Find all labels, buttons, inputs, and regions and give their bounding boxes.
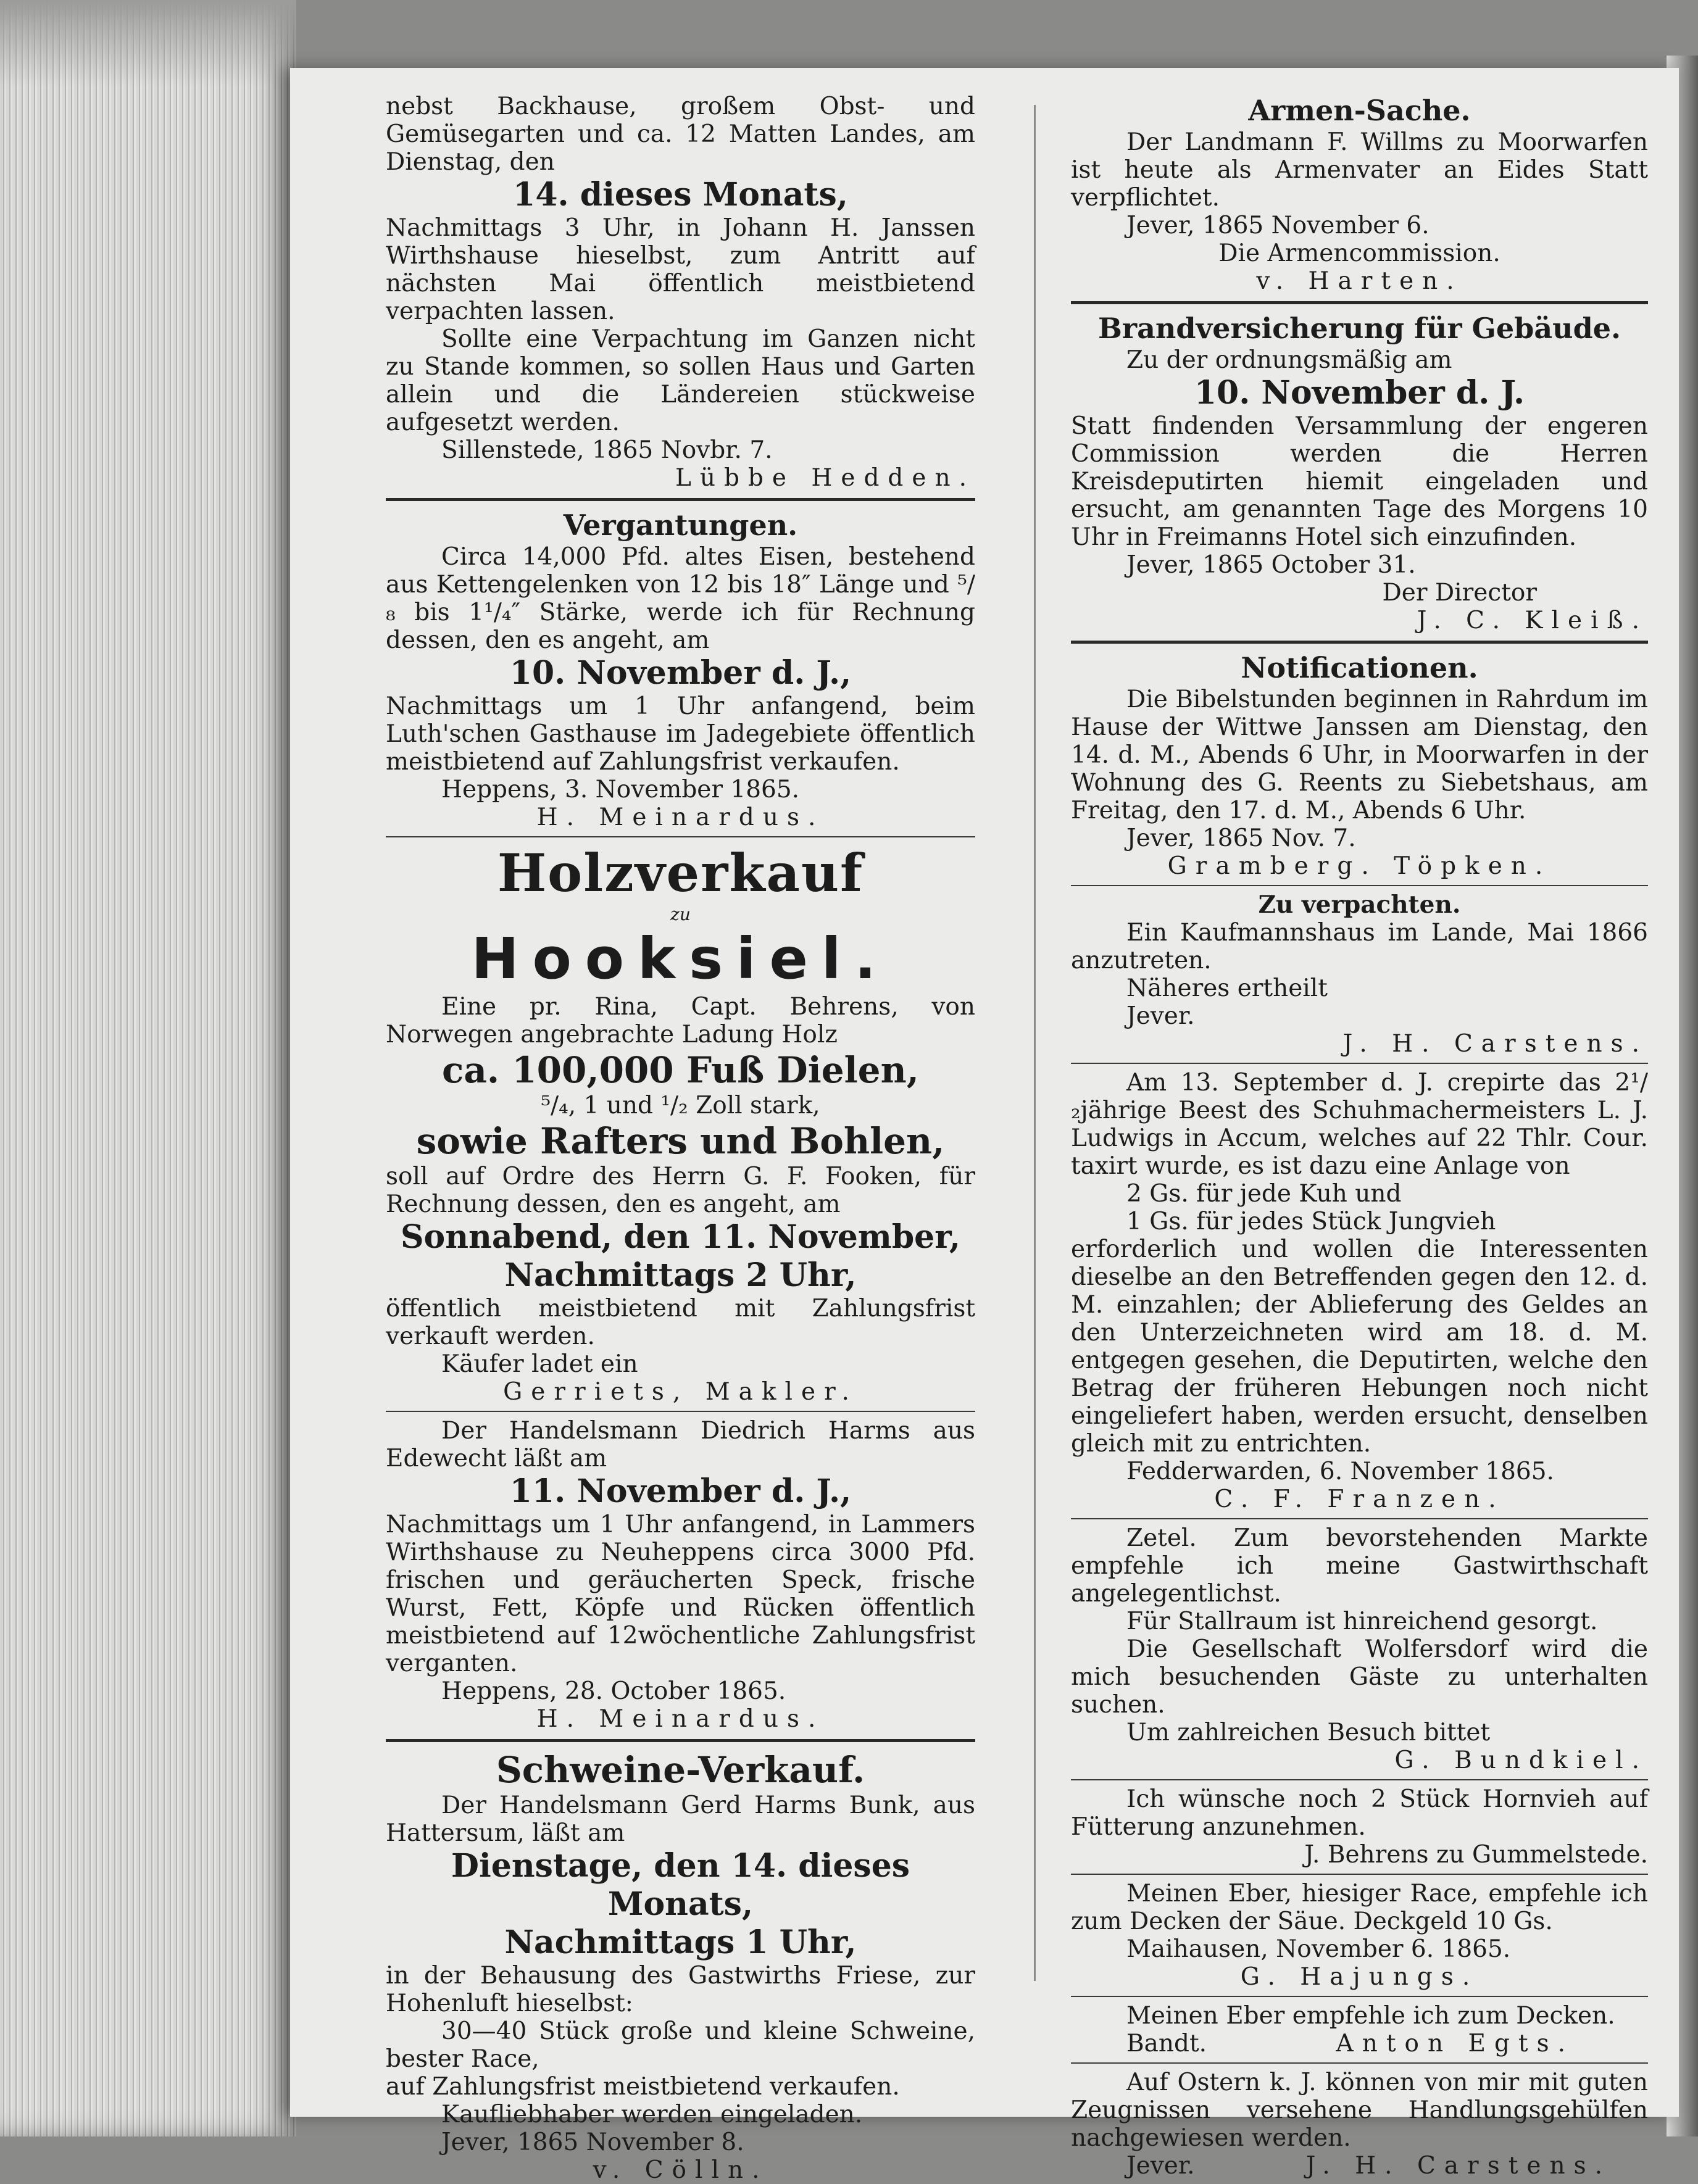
sept-body-2: erforderlich und wollen die Interessenten dieselbe an den Betreffenden gegen den 12. d. M. einzahlen; der Ablieferung des Geldes an den Unterzeichneten wird am 18. d. M. entgegen gesehen, die Deputirten, welche den Betrag der früheren Hebungen noch nicht eingeliefert haben, werden ersucht, denselben gleich mit zu entrichten. xyxy=(1071,1235,1648,1458)
brand-body: Statt findenden Versammlung der engeren Commission werden die Herren Kreisdeputirten hiemit eingeladen und ersucht, am genannten Tage des Morgens 10 Uhr in Freimanns Hotel sich einzufinden. xyxy=(1071,412,1648,551)
section-rule xyxy=(1071,1996,1648,1997)
section-rule xyxy=(1071,641,1648,644)
section-rule xyxy=(1071,2062,1648,2064)
armen-heading: Armen-Sache. xyxy=(1248,94,1471,127)
brand-role: Der Director xyxy=(1382,579,1537,607)
zetel-body-3: Die Gesellschaft Wolfersdorf wird die mich besuchenden Gäste zu unterhalten suchen. xyxy=(1071,1635,1648,1719)
schweine-body-2: in der Behausung des Gastwirths Friese, zur Hohenluft hieselbst: xyxy=(386,1962,975,2017)
eber2-signature: Anton Egts. xyxy=(1336,2030,1574,2057)
pacht-info: Näheres ertheilt xyxy=(1126,974,1328,1002)
book-edge-shadow xyxy=(0,0,296,86)
harms-date: 11. November d. J., xyxy=(509,1472,852,1510)
schweine-heading: Schweine-Verkauf. xyxy=(496,1749,865,1791)
horn-body: Ich wünsche noch 2 Stück Hornvieh auf Fütterung anzunehmen. xyxy=(1071,1785,1648,1841)
schweine-item: 30—40 Stück große und kleine Schweine, bester Race, xyxy=(386,2017,975,2073)
section-rule xyxy=(1071,885,1648,886)
brand-intro: Zu der ordnungsmäßig am xyxy=(1126,346,1452,374)
holzverkauf-signature: Gerriets, Makler. xyxy=(503,1378,858,1406)
holzverkauf-body-3: öffentlich meistbietend mit Zahlungsfrist verkauft werden. xyxy=(386,1295,975,1350)
holzverkauf-place: Hooksiel. xyxy=(471,926,890,992)
eber-body: Meinen Eber, hiesiger Race, empfehle ich zum Decken der Säue. Deckgeld 10 Gs. xyxy=(1071,1880,1648,1935)
brand-signature: J. C. Kleiß. xyxy=(1417,607,1648,634)
sept-item-1: 2 Gs. für jede Kuh und xyxy=(1126,1180,1402,1208)
ostern-body: Auf Ostern k. J. können von mir mit guten Zeugnissen versehene Handlungsgehülfen nachgewiesen werden. xyxy=(1071,2069,1648,2152)
schweine-date: Dienstage, den 14. dieses Monats, xyxy=(451,1847,910,1923)
brand-heading: Brandversicherung für Gebäude. xyxy=(1097,312,1621,345)
section-rule xyxy=(386,836,975,837)
harms-place: Heppens, 28. October 1865. xyxy=(441,1677,786,1705)
notif-body: Die Bibelstunden beginnen in Rahrdum im Hause der Wittwe Janssen am Dienstag, den 14. d. M., Abends 6 Uhr, in Moorwarfen in der Wohnung des G. Reents zu Siebetshaus, am Freitag, den 17. d. M., Abends 6 Uhr. xyxy=(1071,686,1648,824)
sept-signature: C. F. Franzen. xyxy=(1214,1485,1505,1513)
harms-body-2: Nachmittags um 1 Uhr anfangend, in Lammers Wirthshause zu Neuheppens circa 3000 Pfd. frischen und geräucherten Speck, frische Wurst, Fett, Köpfe und Rücken öffentlich meistbietend auf 12wöchentliche Zahlungsfrist verganten. xyxy=(386,1511,975,1677)
vergantungen-date: 10. November d. J., xyxy=(509,654,852,692)
schweine-body-3: auf Zahlungsfrist meistbietend verkaufen. xyxy=(386,2073,900,2101)
holzverkauf-small: ⁵/₄, 1 und ¹/₂ Zoll stark, xyxy=(541,1092,820,1119)
section-rule xyxy=(386,1739,975,1742)
schweine-place: Jever, 1865 November 8. xyxy=(441,2128,744,2156)
intro-body-2: Sollte eine Verpachtung im Ganzen nicht zu Stande kommen, so sollen Haus und Garten allein und die Ländereien stückweise aufgesetzt werden. xyxy=(386,325,975,436)
vergantungen-signature: H. Meinardus. xyxy=(536,803,825,831)
holzverkauf-date: Sonnabend, den 11. November, xyxy=(401,1218,960,1256)
left-column xyxy=(386,93,975,2184)
sept-item-2: 1 Gs. für jedes Stück Jungvieh xyxy=(1126,1208,1496,1235)
ostern-footer xyxy=(1071,2152,1648,2180)
column-divider xyxy=(1034,105,1036,1981)
section-rule xyxy=(1071,1063,1648,1064)
pacht-heading: Zu verpachten. xyxy=(1258,891,1461,919)
right-column xyxy=(1071,93,1648,2180)
holzverkauf-body-2: soll auf Ordre des Herrn G. F. Fooken, für Rechnung dessen, den es angeht, am xyxy=(386,1163,975,1218)
armen-org: Die Armencommission. xyxy=(1218,239,1500,267)
zetel-body: Zetel. Zum bevorstehenden Markte empfehle ich meine Gastwirthschaft angelegentlichst. xyxy=(1071,1524,1648,1608)
harms-body: Der Handelsmann Diedrich Harms aus Edewecht läßt am xyxy=(386,1417,975,1472)
intro-signature: Lübbe Hedden. xyxy=(675,464,975,492)
section-rule xyxy=(386,1411,975,1412)
brand-date: 10. November d. J. xyxy=(1194,374,1525,412)
pacht-place: Jever. xyxy=(1126,1002,1195,1030)
eber-signature: G. Hajungs. xyxy=(1240,1963,1479,1991)
intro-date: 14. dieses Monats, xyxy=(513,176,848,214)
intro-body: Nachmittags 3 Uhr, in Johann H. Janssen Wirthshause hieselbst, zum Antritt auf nächsten Mai öffentlich meistbietend verpachten lassen. xyxy=(386,214,975,325)
intro-place: Sillenstede, 1865 Novbr. 7. xyxy=(441,436,773,464)
holzverkauf-big-2: sowie Rafters und Bohlen, xyxy=(416,1120,945,1162)
notif-place: Jever, 1865 Nov. 7. xyxy=(1126,824,1356,852)
intro-text: nebst Backhause, großem Obst- und Gemüsegarten und ca. 12 Matten Landes, am Dienstag, den xyxy=(386,93,975,176)
notif-signature: Gramberg. Töpken. xyxy=(1167,852,1552,880)
armen-signature: v. Harten. xyxy=(1256,267,1463,295)
schweine-invite: Kaufliebhaber werden eingeladen. xyxy=(441,2101,863,2128)
notif-heading: Notificationen. xyxy=(1241,651,1478,684)
vergantungen-body-2: Nachmittags um 1 Uhr anfangend, beim Luth'schen Gasthause im Jadegebiete öffentlich meistbietend auf Zahlungsfrist verkaufen. xyxy=(386,692,975,776)
newspaper-page xyxy=(290,68,1679,2184)
eber2-place: Bandt. xyxy=(1126,2030,1207,2057)
sept-place: Fedderwarden, 6. November 1865. xyxy=(1126,1458,1554,1485)
armen-body: Der Landmann F. Willms zu Moorwarfen ist heute als Armenvater an Eides Statt verpflichtet. xyxy=(1071,128,1648,212)
holzverkauf-time: Nachmittags 2 Uhr, xyxy=(504,1256,857,1294)
eber2-body: Meinen Eber empfehle ich zum Decken. xyxy=(1126,2002,1615,2030)
section-rule xyxy=(1071,1874,1648,1875)
zetel-body-2: Für Stallraum ist hinreichend gesorgt. xyxy=(1126,1608,1598,1635)
horn-signature: J. Behrens zu Gummelstede. xyxy=(1304,1841,1648,1869)
pacht-body: Ein Kaufmannshaus im Lande, Mai 1866 anzutreten. xyxy=(1071,919,1648,974)
vergantungen-place: Heppens, 3. November 1865. xyxy=(441,776,800,803)
zetel-signature: G. Bundkiel. xyxy=(1394,1746,1648,1774)
harms-signature: H. Meinardus. xyxy=(536,1705,825,1733)
section-rule xyxy=(1071,1518,1648,1519)
ostern-signature: J. H. Carstens. xyxy=(1305,2152,1611,2180)
section-rule xyxy=(386,498,975,501)
armen-place: Jever, 1865 November 6. xyxy=(1126,212,1430,239)
pacht-signature: J. H. Carstens. xyxy=(1342,1030,1648,1058)
brand-place: Jever, 1865 October 31. xyxy=(1126,551,1416,579)
holzverkauf-big-1: ca. 100,000 Fuß Dielen, xyxy=(442,1049,919,1091)
eber-place: Maihausen, November 6. 1865. xyxy=(1126,1935,1511,1963)
holzverkauf-heading: Holzverkauf xyxy=(497,842,864,903)
zetel-body-4: Um zahlreichen Besuch bittet xyxy=(1126,1719,1491,1746)
schweine-body: Der Handelsmann Gerd Harms Bunk, aus Hattersum, läßt am xyxy=(386,1792,975,1847)
eber2-footer xyxy=(1071,2030,1648,2057)
sept-body: Am 13. September d. J. crepirte das 2¹/₂jährige Beest des Schuhmachermeisters L. J. Ludwigs in Accum, welches auf 22 Thlr. Cour. taxirt wurde, es ist dazu eine Anlage von xyxy=(1071,1069,1648,1180)
section-rule xyxy=(1071,1779,1648,1780)
book-page-edges xyxy=(0,0,296,2136)
schweine-signature: v. Cölln. xyxy=(593,2156,768,2184)
vergantungen-body: Circa 14,000 Pfd. altes Eisen, bestehend aus Kettengelenken von 12 bis 18″ Länge und ⁵/₈ bis 1¹/₄″ Stärke, werde ich für Rechnung dessen, den es angeht, am xyxy=(386,543,975,654)
holzverkauf-invite: Käufer ladet ein xyxy=(441,1350,638,1378)
holzverkauf-body: Eine pr. Rina, Capt. Behrens, von Norwegen angebrachte Ladung Holz xyxy=(386,993,975,1048)
section-rule xyxy=(1071,301,1648,304)
vergantungen-heading: Vergantungen. xyxy=(563,509,798,542)
holzverkauf-zu: zu xyxy=(670,904,691,924)
schweine-time: Nachmittags 1 Uhr, xyxy=(504,1924,857,1961)
ostern-place: Jever. xyxy=(1126,2152,1195,2180)
